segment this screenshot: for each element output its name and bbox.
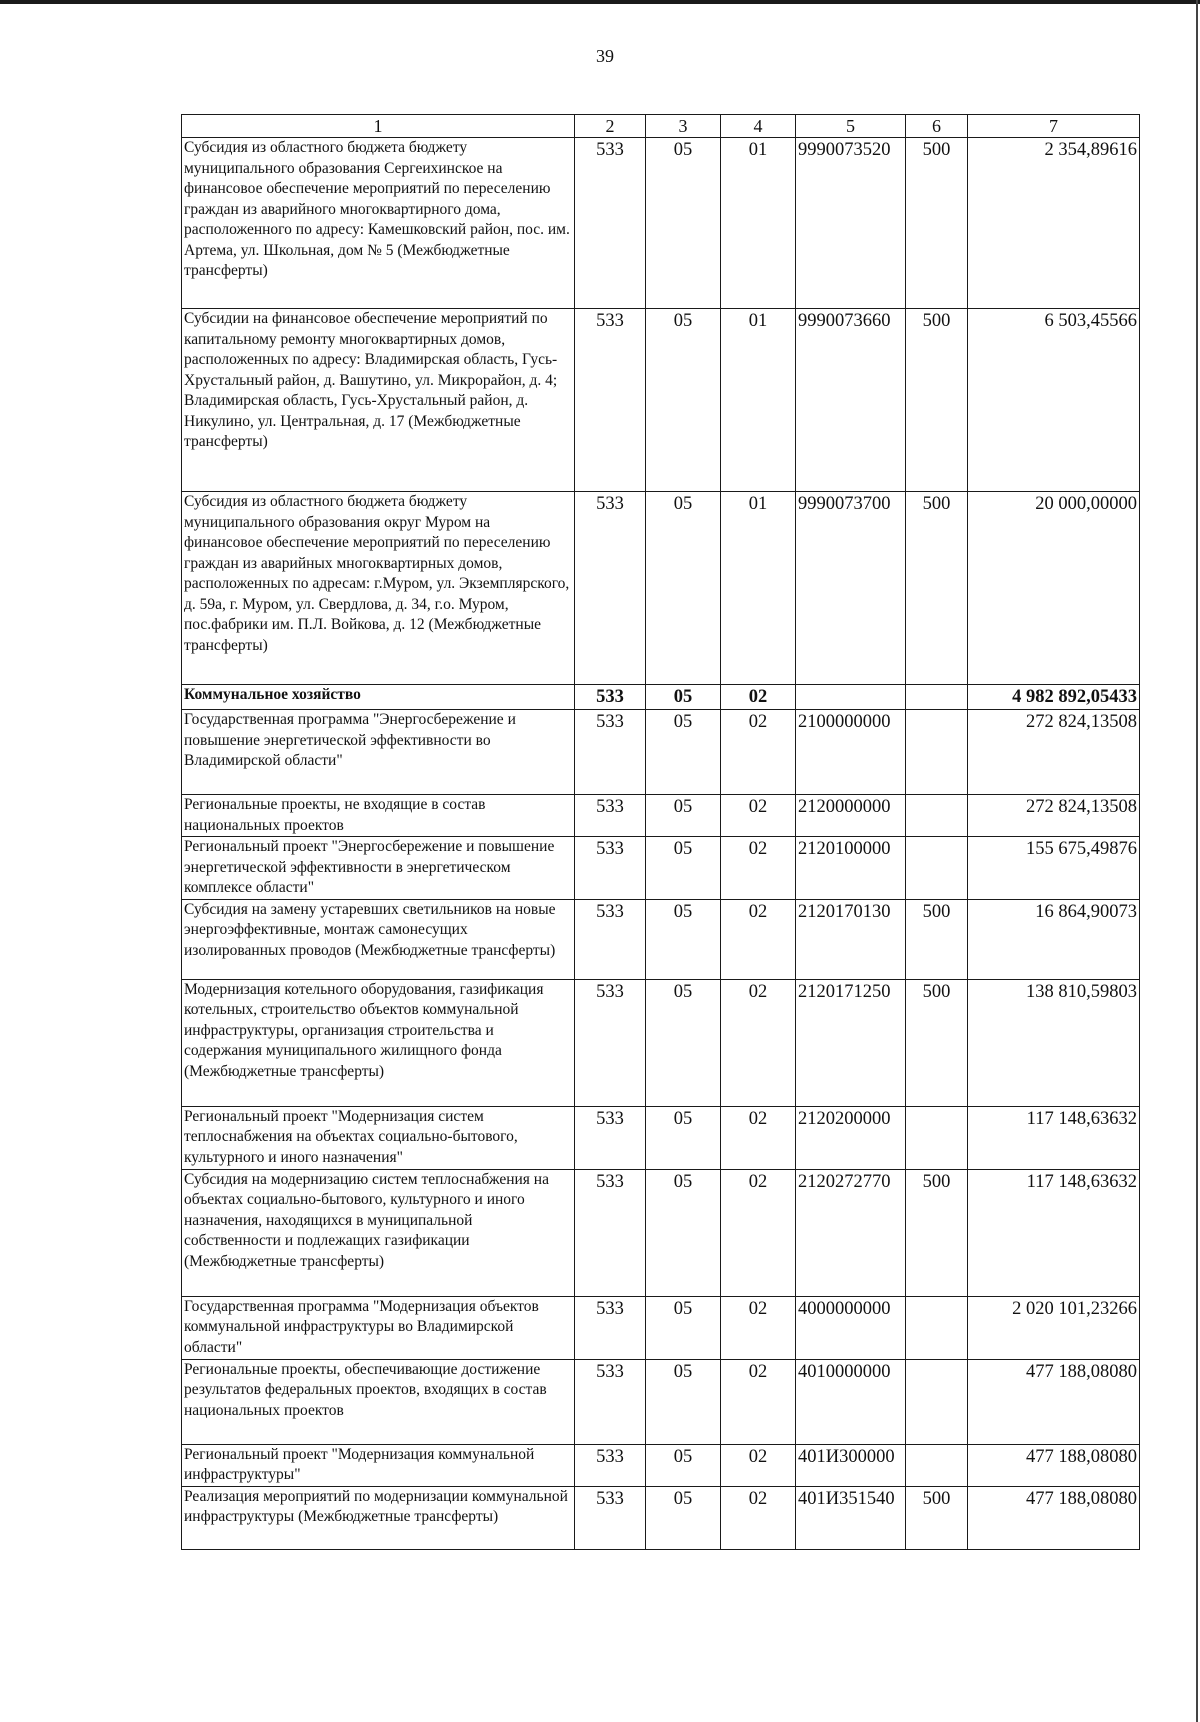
row-name: Модернизация котельного оборудования, газификация котельных, строительство объектов коммунальной инфраструктуры, организация строительства и содержания муниципального жилищного фонда (Межбюджетные трансферты) xyxy=(182,979,575,1106)
row-gr-code: 533 xyxy=(575,710,646,795)
row-subsection-code: 02 xyxy=(721,710,796,795)
row-target-code: 9990073700 xyxy=(796,492,906,685)
row-name: Государственная программа "Энергосбережение и повышение энергетической эффективности во Владимирской области" xyxy=(182,710,575,795)
row-section-code: 05 xyxy=(646,1444,721,1486)
table-row xyxy=(182,1486,1140,1549)
table-row xyxy=(182,899,1140,979)
row-amount: 117 148,63632 xyxy=(968,1169,1140,1296)
row-name: Региональный проект "Энергосбережение и повышение энергетической эффективности в энергетическом комплексе области" xyxy=(182,837,575,900)
table-row xyxy=(182,710,1140,795)
table-row xyxy=(182,795,1140,837)
row-amount: 117 148,63632 xyxy=(968,1106,1140,1169)
row-name: Региональные проекты, не входящие в состав национальных проектов xyxy=(182,795,575,837)
table-row xyxy=(182,837,1140,900)
table-row xyxy=(182,138,1140,309)
row-target-code: 2100000000 xyxy=(796,710,906,795)
row-gr-code: 533 xyxy=(575,979,646,1106)
row-section-code: 05 xyxy=(646,795,721,837)
row-amount: 477 188,08080 xyxy=(968,1444,1140,1486)
row-expense-type-code xyxy=(906,1444,968,1486)
row-expense-type-code: 500 xyxy=(906,1169,968,1296)
table-row xyxy=(182,979,1140,1106)
row-amount: 4 982 892,05433 xyxy=(968,685,1140,710)
top-border-line xyxy=(0,0,1200,4)
row-section-code: 05 xyxy=(646,685,721,710)
row-subsection-code: 01 xyxy=(721,309,796,492)
row-gr-code: 533 xyxy=(575,899,646,979)
row-subsection-code: 01 xyxy=(721,138,796,309)
row-subsection-code: 02 xyxy=(721,1106,796,1169)
row-target-code: 2120170130 xyxy=(796,899,906,979)
row-amount: 272 824,13508 xyxy=(968,710,1140,795)
row-name: Региональный проект "Модернизация систем теплоснабжения на объектах социально-бытового, культурного и иного назначения" xyxy=(182,1106,575,1169)
table-row xyxy=(182,1444,1140,1486)
row-expense-type-code: 500 xyxy=(906,492,968,685)
row-subsection-code: 02 xyxy=(721,1296,796,1359)
row-gr-code: 533 xyxy=(575,1444,646,1486)
row-expense-type-code: 500 xyxy=(906,899,968,979)
right-border-line xyxy=(1196,0,1198,1722)
row-gr-code: 533 xyxy=(575,1359,646,1444)
budget-table xyxy=(181,114,1140,1550)
row-subsection-code: 02 xyxy=(721,1359,796,1444)
row-section-code: 05 xyxy=(646,710,721,795)
row-section-code: 05 xyxy=(646,1359,721,1444)
row-name: Государственная программа "Модернизация объектов коммунальной инфраструктуры во Владимирской области" xyxy=(182,1296,575,1359)
row-expense-type-code xyxy=(906,1296,968,1359)
row-gr-code: 533 xyxy=(575,1169,646,1296)
row-amount: 272 824,13508 xyxy=(968,795,1140,837)
row-gr-code: 533 xyxy=(575,1296,646,1359)
row-section-code: 05 xyxy=(646,979,721,1106)
row-expense-type-code: 500 xyxy=(906,1486,968,1549)
row-section-code: 05 xyxy=(646,309,721,492)
column-header-2: 2 xyxy=(575,115,646,138)
row-gr-code: 533 xyxy=(575,492,646,685)
column-header-3: 3 xyxy=(646,115,721,138)
row-name: Субсидия из областного бюджета бюджету муниципального образования округ Муром на финансовое обеспечение мероприятий по переселению граждан из аварийных многоквартирных домов, расположенных по адресам: г.Муром, ул. Экземплярского, д. 59а, г. Муром, ул. Свердлова, д. 34, г.о. Муром, пос.фабрики им. П.Л. Войкова, д. 12 (Межбюджетные трансферты) xyxy=(182,492,575,685)
row-subsection-code: 02 xyxy=(721,1486,796,1549)
row-gr-code: 533 xyxy=(575,685,646,710)
table-row xyxy=(182,1169,1140,1296)
row-name: Коммунальное хозяйство xyxy=(182,685,575,710)
row-name: Региональный проект "Модернизация коммунальной инфраструктуры" xyxy=(182,1444,575,1486)
row-amount: 2 020 101,23266 xyxy=(968,1296,1140,1359)
row-section-code: 05 xyxy=(646,837,721,900)
row-section-code: 05 xyxy=(646,1169,721,1296)
row-target-code: 2120272770 xyxy=(796,1169,906,1296)
row-expense-type-code xyxy=(906,1359,968,1444)
row-subsection-code: 02 xyxy=(721,899,796,979)
row-gr-code: 533 xyxy=(575,837,646,900)
row-section-code: 05 xyxy=(646,1296,721,1359)
row-target-code: 2120100000 xyxy=(796,837,906,900)
table-body xyxy=(182,138,1140,1550)
row-name: Субсидия из областного бюджета бюджету муниципального образования Сергеихинское на финансовое обеспечение мероприятий по переселению граждан из аварийного многоквартирного дома, расположенного по адресу: Камешковский район, пос. им. Артема, ул. Школьная, дом № 5 (Межбюджетные трансферты) xyxy=(182,138,575,309)
row-expense-type-code xyxy=(906,710,968,795)
row-target-code: 9990073660 xyxy=(796,309,906,492)
row-name: Региональные проекты, обеспечивающие достижение результатов федеральных проектов, входящих в состав национальных проектов xyxy=(182,1359,575,1444)
row-subsection-code: 02 xyxy=(721,1444,796,1486)
row-amount: 477 188,08080 xyxy=(968,1486,1140,1549)
row-amount: 138 810,59803 xyxy=(968,979,1140,1106)
row-target-code: 2120000000 xyxy=(796,795,906,837)
header-row xyxy=(182,115,1140,138)
row-target-code: 9990073520 xyxy=(796,138,906,309)
row-expense-type-code: 500 xyxy=(906,138,968,309)
row-subsection-code: 02 xyxy=(721,979,796,1106)
row-target-code: 4000000000 xyxy=(796,1296,906,1359)
row-amount: 155 675,49876 xyxy=(968,837,1140,900)
row-gr-code: 533 xyxy=(575,795,646,837)
row-expense-type-code xyxy=(906,685,968,710)
row-gr-code: 533 xyxy=(575,1106,646,1169)
row-section-code: 05 xyxy=(646,1486,721,1549)
row-section-code: 05 xyxy=(646,1106,721,1169)
row-section-code: 05 xyxy=(646,899,721,979)
row-expense-type-code xyxy=(906,795,968,837)
row-amount: 477 188,08080 xyxy=(968,1359,1140,1444)
row-subsection-code: 02 xyxy=(721,685,796,710)
page-number: 39 xyxy=(596,46,614,66)
row-section-code: 05 xyxy=(646,492,721,685)
row-subsection-code: 02 xyxy=(721,837,796,900)
row-amount: 2 354,89616 xyxy=(968,138,1140,309)
row-expense-type-code: 500 xyxy=(906,309,968,492)
column-header-6: 6 xyxy=(906,115,968,138)
table-row xyxy=(182,1106,1140,1169)
table-row xyxy=(182,685,1140,710)
row-target-code: 2120200000 xyxy=(796,1106,906,1169)
row-expense-type-code xyxy=(906,837,968,900)
row-amount: 16 864,90073 xyxy=(968,899,1140,979)
row-target-code: 401И351540 xyxy=(796,1486,906,1549)
table-row xyxy=(182,1359,1140,1444)
table-row xyxy=(182,1296,1140,1359)
row-expense-type-code xyxy=(906,1106,968,1169)
row-expense-type-code: 500 xyxy=(906,979,968,1106)
row-gr-code: 533 xyxy=(575,138,646,309)
table-row xyxy=(182,309,1140,492)
row-subsection-code: 02 xyxy=(721,795,796,837)
column-header-4: 4 xyxy=(721,115,796,138)
row-amount: 6 503,45566 xyxy=(968,309,1140,492)
row-section-code: 05 xyxy=(646,138,721,309)
row-name: Субсидия на модернизацию систем теплоснабжения на объектах социально-бытового, культурного и иного назначения, находящихся в муниципальной собственности и подлежащих газификации (Межбюджетные трансферты) xyxy=(182,1169,575,1296)
row-gr-code: 533 xyxy=(575,309,646,492)
row-name: Реализация мероприятий по модернизации коммунальной инфраструктуры (Межбюджетные трансферты) xyxy=(182,1486,575,1549)
column-header-5: 5 xyxy=(796,115,906,138)
row-target-code: 401И300000 xyxy=(796,1444,906,1486)
row-target-code: 4010000000 xyxy=(796,1359,906,1444)
column-header-1: 1 xyxy=(182,115,575,138)
row-subsection-code: 02 xyxy=(721,1169,796,1296)
column-header-7: 7 xyxy=(968,115,1140,138)
row-target-code xyxy=(796,685,906,710)
row-name: Субсидия на замену устаревших светильников на новые энергоэффективные, монтаж самонесущих изолированных проводов (Межбюджетные трансферты) xyxy=(182,899,575,979)
row-name: Субсидии на финансовое обеспечение мероприятий по капитальному ремонту многоквартирных домов, расположенных по адресу: Владимирская область, Гусь-Хрустальный район, д. Вашутино, ул. Микрорайон, д. 4; Владимирская область, Гусь-Хрустальный район, д. Никулино, ул. Центральная, д. 17 (Межбюджетные трансферты) xyxy=(182,309,575,492)
row-subsection-code: 01 xyxy=(721,492,796,685)
row-target-code: 2120171250 xyxy=(796,979,906,1106)
table-row xyxy=(182,492,1140,685)
row-amount: 20 000,00000 xyxy=(968,492,1140,685)
row-gr-code: 533 xyxy=(575,1486,646,1549)
